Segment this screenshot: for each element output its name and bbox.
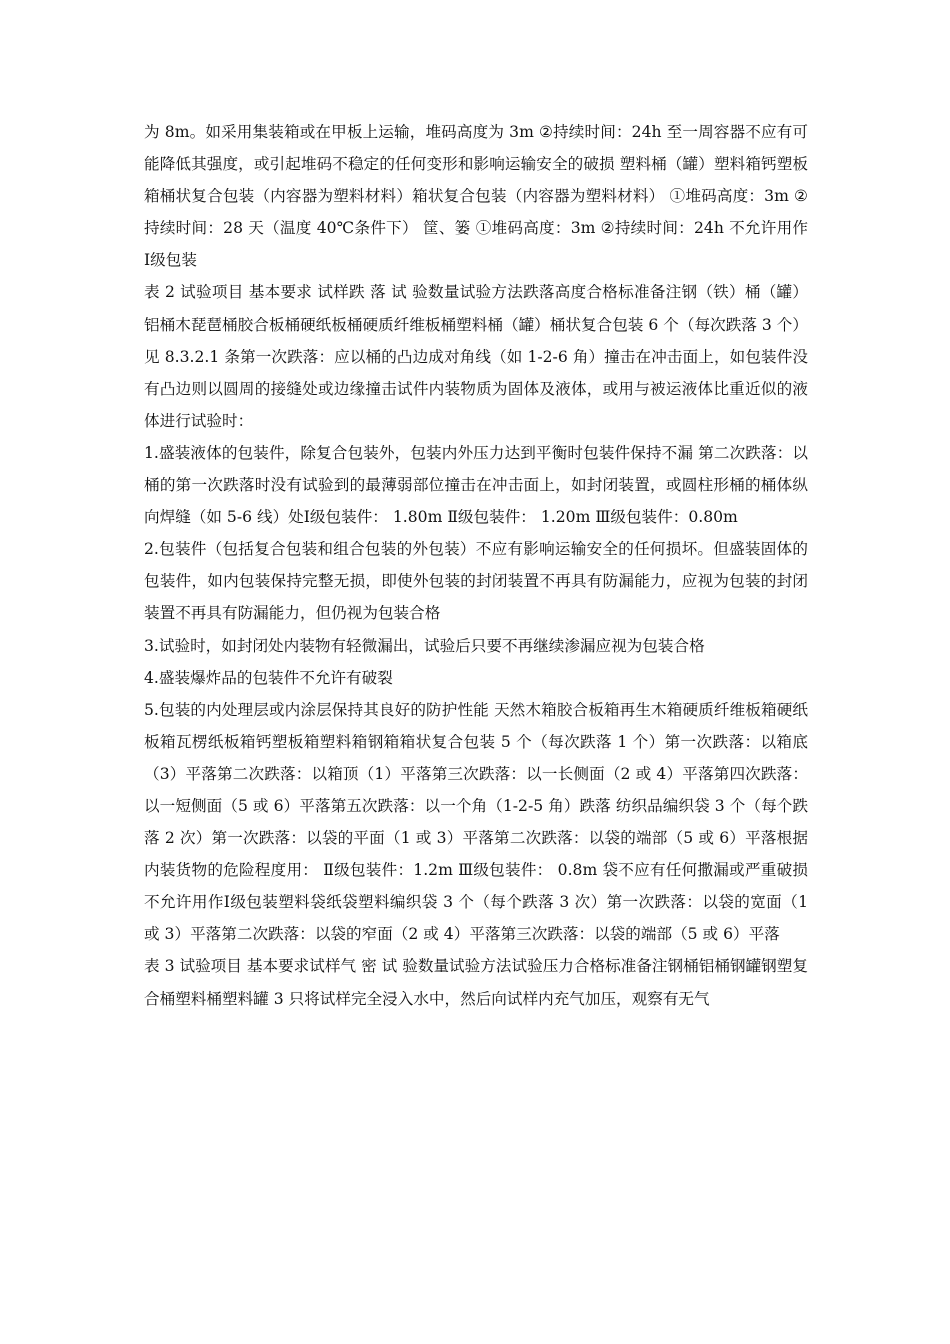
paragraph-criterion-4: 4.盛装爆炸品的包装件不允许有破裂 bbox=[144, 668, 393, 687]
paragraph-criterion-2: 2.包装件（包括复合包装和组合包装的外包装）不应有影响运输安全的任何损坏。但盛装固体的包装件，如内包装保持完整无损，即使外包装的封闭装置不再具有防漏能力，应视为包装的封闭装置不再具有防漏能力，但仍视为包装合格 bbox=[144, 540, 808, 623]
paragraph-stacking-test: 为 8m。如采用集装箱或在甲板上运输，堆码高度为 3m ②持续时间：24h 至一周容器不应有可能降低其强度，或引起堆码不稳定的任何变形和影响运输安全的破损 塑料桶（罐）塑料箱钙塑板箱桶状复合包装（内容器为塑料材料）箱状复合包装（内容器为塑料材料） ①堆码高度：3m ②持续时间：28 天（温度 40℃条件下） 筐、篓 ①堆码高度：3m ②持续时间：24h 不允许用作 Ⅰ级包装 bbox=[144, 123, 808, 270]
document-page bbox=[144, 116, 808, 1015]
paragraph-table-3-airtight-test: 表 3 试验项目 基本要求试样气 密 试 验数量试验方法试验压力合格标准备注钢桶铝桶钢罐钢塑复合桶塑料桶塑料罐 3 只将试样完全浸入水中，然后向试样内充气加压，观察有无气 bbox=[144, 957, 808, 1008]
paragraph-criterion-1: 1.盛装液体的包装件，除复合包装外，包装内外压力达到平衡时包装件保持不漏 第二次跌落：以桶的第一次跌落时没有试验到的最薄弱部位撞击在冲击面上，如封闭装置，或圆柱形桶的桶体纵向焊缝（如 5-6 线）处Ⅰ级包装件： 1.80m Ⅱ级包装件： 1.20m Ⅲ级包装件：0.80m bbox=[144, 443, 808, 527]
paragraph-criterion-3: 3.试验时，如封闭处内装物有轻微漏出，试验后只要不再继续渗漏应视为包装合格 bbox=[144, 636, 705, 655]
paragraph-table-2-drop-test: 表 2 试验项目 基本要求 试样跌 落 试 验数量试验方法跌落高度合格标准备注钢（铁）桶（罐）铝桶木琵琶桶胶合板桶硬纸板桶硬质纤维板桶塑料桶（罐）桶状复合包装 6 个（每次跌落 3 个）见 8.3.2.1 条第一次跌落：应以桶的凸边成对角线（如 1-2-6 角）撞击在冲击面上，如包装件没有凸边则以圆周的接缝处或边缘撞击试件内装物质为固体及液体，或用与被运液体比重近似的液体进行试验时： bbox=[144, 283, 808, 430]
paragraph-criterion-5: 5.包装的内处理层或内涂层保持其良好的防护性能 天然木箱胶合板箱再生木箱硬质纤维板箱硬纸板箱瓦楞纸板箱钙塑板箱塑料箱钢箱箱状复合包装 5 个（每次跌落 1 个）第一次跌落：以箱底（3）平落第二次跌落：以箱顶（1）平落第三次跌落：以一长侧面（2 或 4）平落第四次跌落：以一短侧面（5 或 6）平落第五次跌落：以一个角（1-2-5 角）跌落 纺织品编织袋 3 个（每个跌落 2 次）第一次跌落：以袋的平面（1 或 3）平落第二次跌落：以袋的端部（5 或 6）平落根据内装货物的危险程度用： Ⅱ级包装件：1.2m Ⅲ级包装件： 0.8m 袋不应有任何撒漏或严重破损不允许用作Ⅰ级包装塑料袋纸袋塑料编织袋 3 个（每个跌落 3 次）第一次跌落：以袋的宽面（1 或 3）平落第二次跌落：以袋的窄面（2 或 4）平落第三次跌落：以袋的端部（5 或 6）平落 bbox=[144, 700, 808, 944]
